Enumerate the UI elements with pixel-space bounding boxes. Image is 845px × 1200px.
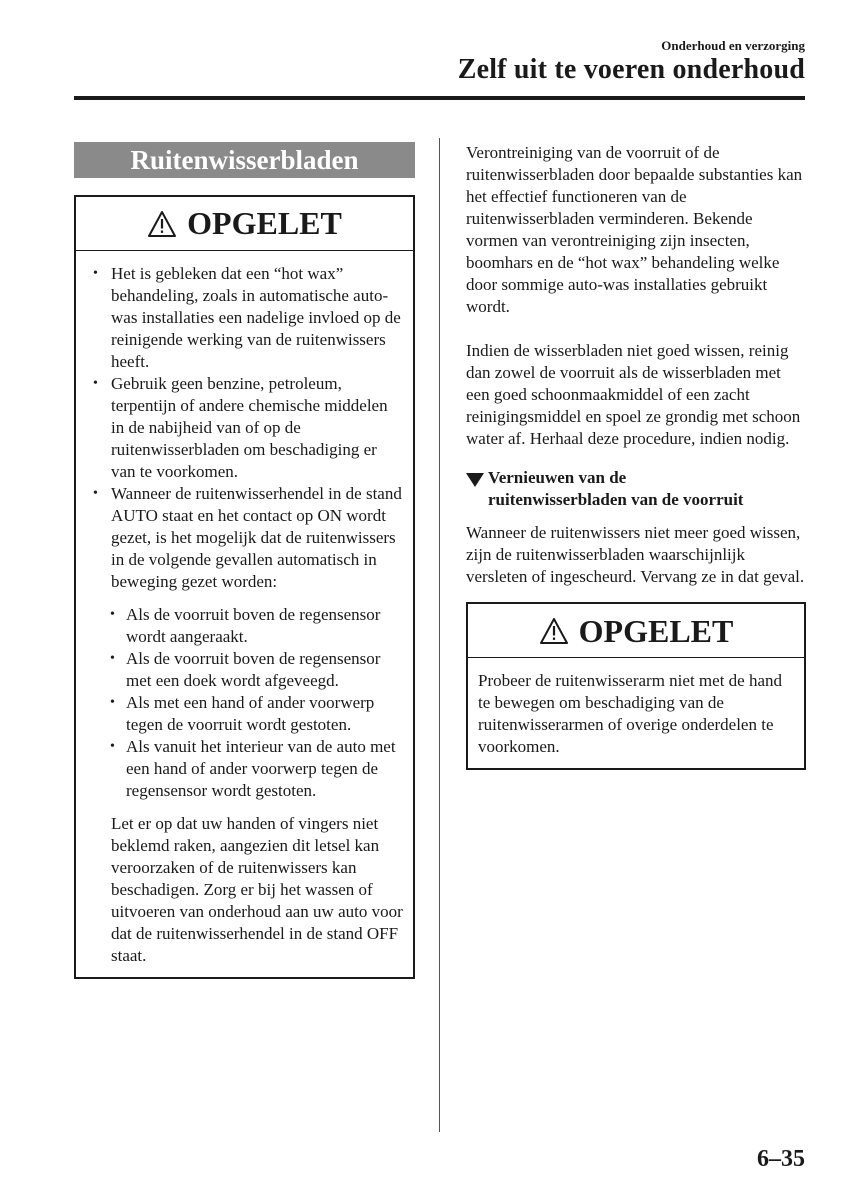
caution-bullet: • Gebruik geen benzine, petroleum, terpentijn of andere chemische middelen in de nabijheid van of op de ruitenwisserbladen om beschadiging er van te voorkomen. <box>90 373 405 483</box>
caution-bullet-text: Wanneer de ruitenwisserhendel in de stand AUTO staat en het contact op ON wordt gezet, is het mogelijk dat de ruitenwissers in de volgende gevallen automatisch in beweging gezet worden: <box>111 484 402 591</box>
caution-bullet <box>90 483 405 802</box>
subheading-line: Vernieuwen van de <box>488 468 627 487</box>
section-title: Ruitenwisserbladen <box>74 142 415 178</box>
caution-note: Let er op dat uw handen of vingers niet beklemd raken, aangezien dit letsel kan veroorzaken of de ruitenwissers kan beschadigen. Zorg er bij het wassen of uitvoeren van onderhoud aan uw auto voor dat de ruitenwisserhendel in de stand OFF staat. <box>111 814 403 965</box>
left-column <box>74 142 415 979</box>
body-paragraph: Wanneer de ruitenwissers niet meer goed wissen, zijn de ruitenwisserbladen waarschijnlijk versleten of ingescheurd. Vervang ze in dat geval. <box>466 523 805 586</box>
header-section-label: Onderhoud en verzorging <box>661 38 805 53</box>
caution-header <box>76 197 413 251</box>
caution-sub-bullet: • Als met een hand of ander voorwerp tegen de voorruit wordt gestoten. <box>107 692 405 736</box>
header-rule <box>74 96 805 100</box>
caution-body <box>468 658 804 768</box>
column-divider <box>439 138 440 1132</box>
subheading <box>466 467 806 511</box>
caution-header <box>468 604 804 658</box>
caution-sub-bullet: • Als vanuit het interieur van de auto met een hand of ander voorwerp tegen de regensensor wordt gestoten. <box>107 736 405 802</box>
right-column <box>466 142 806 770</box>
subheading-line: ruitenwisserbladen van de voorruit <box>488 490 744 509</box>
caution-sub-bullet: • Als de voorruit boven de regensensor met een doek wordt afgeveegd. <box>107 648 405 692</box>
caution-heading: OPGELET <box>187 205 342 241</box>
caution-sub-bullet: • Als de voorruit boven de regensensor wordt aangeraakt. <box>107 604 405 648</box>
caution-bullet: • Het is gebleken dat een “hot wax” behandeling, zoals in automatische auto-was installaties een nadelige invloed op de reinigende werking van de ruitenwissers heeft. <box>90 263 405 373</box>
caution-body <box>76 251 413 977</box>
warning-triangle-icon <box>539 617 569 645</box>
caution-box <box>74 195 415 979</box>
caution-heading: OPGELET <box>578 612 734 649</box>
page-title: Zelf uit te voeren onderhoud <box>457 54 805 85</box>
caution-text: Probeer de ruitenwisserarm niet met de hand te bewegen om beschadiging van de ruitenwisserarmen of overige onderdelen te voorkomen. <box>478 671 783 756</box>
body-paragraph: Verontreiniging van de voorruit of de ruitenwisserbladen door bepaalde substanties kan het effectief functioneren van de ruitenwisserbladen verminderen. Bekende vormen van verontreiniging zijn insecten, boomhars en de “hot wax” behandeling welke door sommige auto-was installaties gebruikt wordt. <box>466 143 803 316</box>
warning-triangle-icon <box>147 210 177 238</box>
caution-bullet-list <box>90 263 405 802</box>
caution-box <box>466 602 806 770</box>
caution-sub-bullet-list <box>90 604 405 802</box>
body-paragraph: Indien de wisserbladen niet goed wissen, reinig dan zowel de voorruit als de wisserbladen met een goed schoonmaakmiddel of een zacht reinigingsmiddel en spoel ze grondig met schoon water af. Herhaal deze procedure, indien nodig. <box>466 341 801 448</box>
page-number: 6–35 <box>757 1146 805 1172</box>
triangle-down-icon <box>466 471 484 493</box>
